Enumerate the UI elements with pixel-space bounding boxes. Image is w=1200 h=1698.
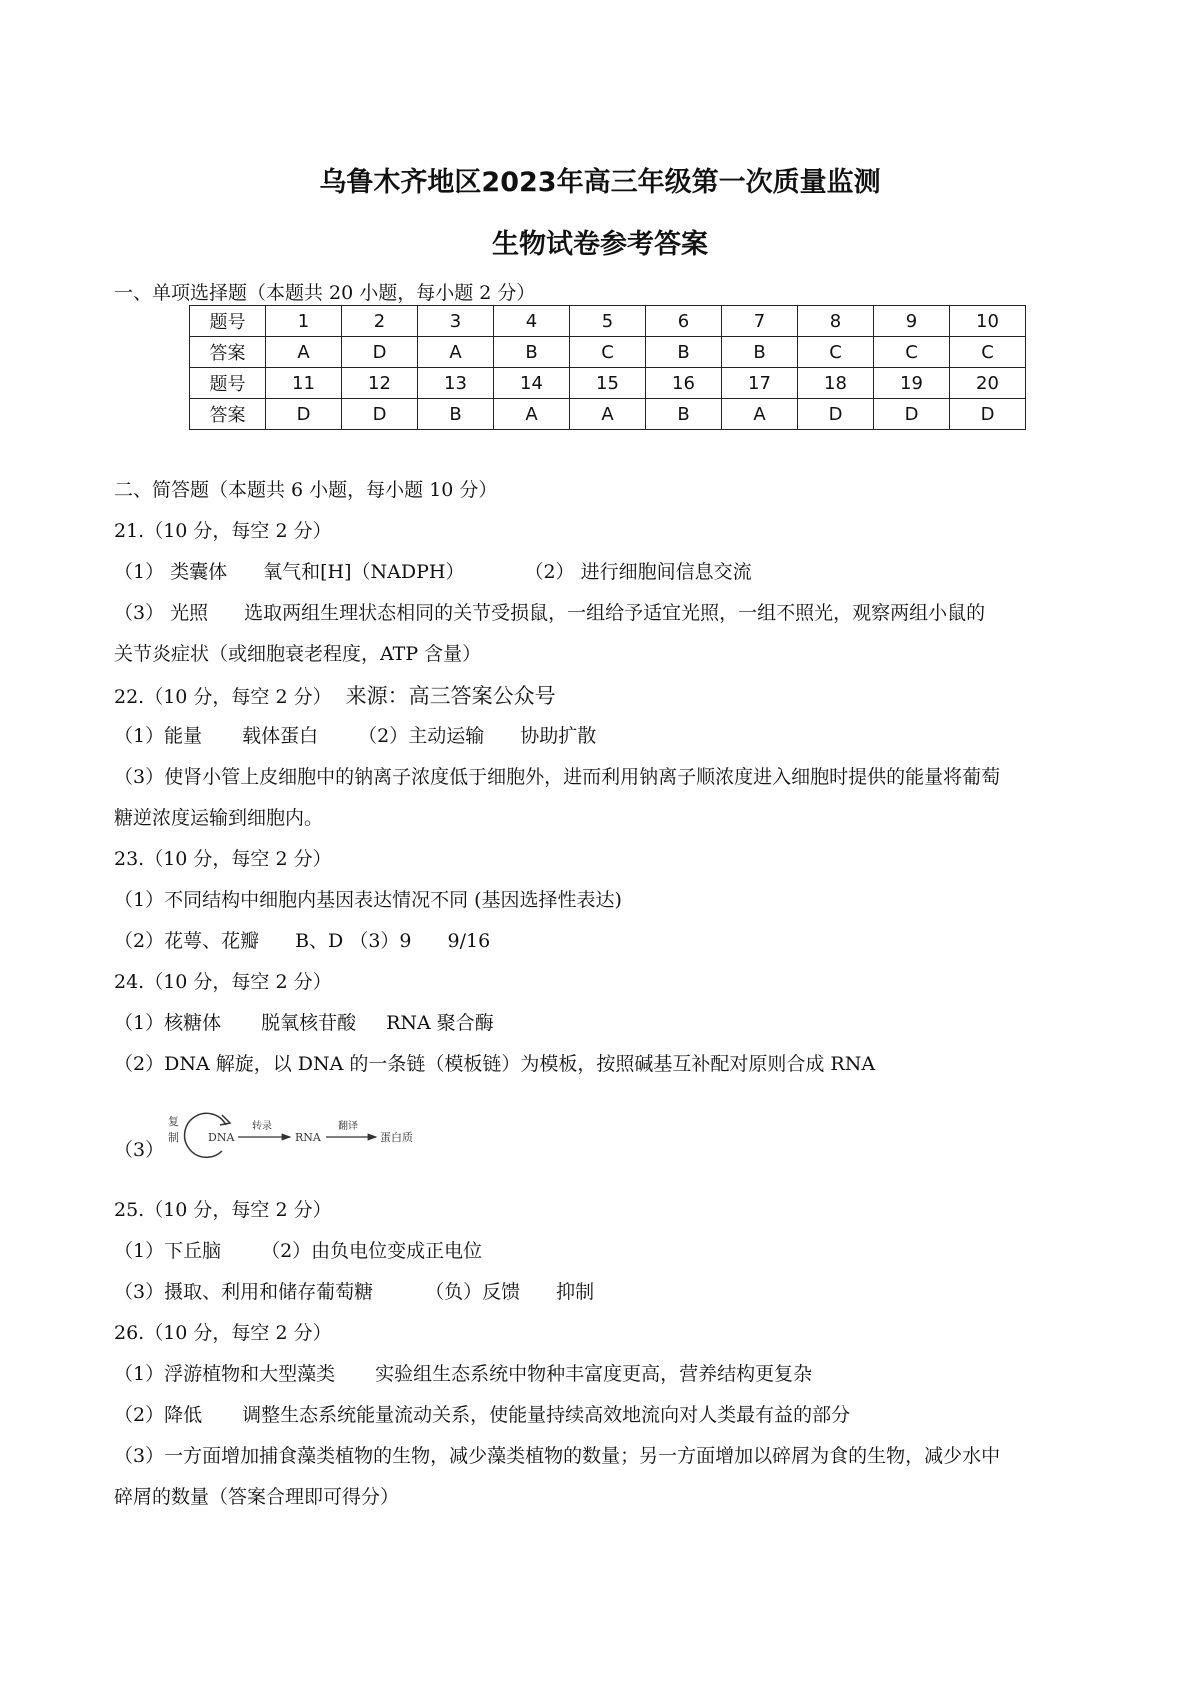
question-heading: 22.（10 分，每空 2 分） xyxy=(114,686,332,708)
table-row xyxy=(190,368,1026,399)
answer-text: 选取两组生理状态相同的关节受损鼠，一组给予适宜光照，一组不照光，观察两组小鼠的 xyxy=(244,602,986,624)
answer-text: （2）降低 xyxy=(114,1404,203,1426)
translation-label: 翻译 xyxy=(338,1121,358,1132)
table-cell: D xyxy=(342,399,418,430)
table-cell: D xyxy=(266,399,342,430)
table-cell: 6 xyxy=(646,306,722,337)
answer-text: B、D （3）9 xyxy=(295,930,412,952)
answer-text: 载体蛋白 xyxy=(242,725,319,747)
table-cell: C xyxy=(874,337,950,368)
section1-heading: 一、单项选择题（本题共 20 小题，每小题 2 分） xyxy=(114,282,536,304)
table-cell: 11 xyxy=(266,368,342,399)
table-cell: D xyxy=(798,399,874,430)
table-cell: 19 xyxy=(874,368,950,399)
central-dogma-diagram xyxy=(114,1105,434,1165)
q26-line1 xyxy=(114,1359,812,1386)
protein-label: 蛋白质 xyxy=(380,1131,413,1144)
answer-text: 协助扩散 xyxy=(520,725,597,747)
q25-line1 xyxy=(114,1236,482,1263)
q24-line3-prefix: （3） xyxy=(114,1139,165,1161)
table-cell: 16 xyxy=(646,368,722,399)
q22-line2: （3）使肾小管上皮细胞中的钠离子浓度低于细胞外，进而利用钠离子顺浓度进入细胞时提供的能量将葡萄 xyxy=(114,766,1001,788)
q23-heading: 23.（10 分，每空 2 分） xyxy=(114,848,332,870)
q26-line2 xyxy=(114,1400,850,1427)
table-cell: 18 xyxy=(798,368,874,399)
q21-line3: 关节炎症状（或细胞衰老程度，ATP 含量） xyxy=(114,643,482,665)
table-cell: C xyxy=(798,337,874,368)
q21-heading: 21.（10 分，每空 2 分） xyxy=(114,520,332,542)
answer-text: （负）反馈 xyxy=(425,1281,521,1303)
table-cell: 10 xyxy=(950,306,1026,337)
answer-text: 9/16 xyxy=(447,930,491,952)
table-cell: 9 xyxy=(874,306,950,337)
answer-text: （2）由负电位变成正电位 xyxy=(261,1240,483,1262)
table-cell: D xyxy=(874,399,950,430)
replicate-label-bottom: 制 xyxy=(168,1131,179,1144)
table-cell: B xyxy=(646,337,722,368)
table-row xyxy=(190,337,1026,368)
q21-line1 xyxy=(114,557,752,584)
table-cell: 3 xyxy=(418,306,494,337)
table-cell: A xyxy=(266,337,342,368)
answer-text: RNA 聚合酶 xyxy=(386,1012,494,1034)
answer-text: 抑制 xyxy=(556,1281,595,1303)
table-row xyxy=(190,399,1026,430)
replicate-label-top: 复 xyxy=(168,1115,179,1128)
section2-heading: 二、简答题（本题共 6 小题，每小题 10 分） xyxy=(114,479,498,501)
table-cell: C xyxy=(570,337,646,368)
table-cell: C xyxy=(950,337,1026,368)
q25-line2 xyxy=(114,1277,594,1304)
answer-text: （2）主动运输 xyxy=(358,725,485,747)
answer-text: （1）下丘脑 xyxy=(114,1240,222,1262)
q24-line2: （2）DNA 解旋，以 DNA 的一条链（模板链）为模板，按照碱基互补配对原则合成 RNA xyxy=(114,1053,876,1075)
table-cell: 13 xyxy=(418,368,494,399)
answer-text: 氧气和[H]（NADPH） xyxy=(263,561,465,583)
table-cell: 12 xyxy=(342,368,418,399)
answer-text: 实验组生态系统中物种丰富度更高，营养结构更复杂 xyxy=(375,1363,813,1385)
table-cell: A xyxy=(570,399,646,430)
table-cell: 17 xyxy=(722,368,798,399)
table-cell: A xyxy=(418,337,494,368)
answer-text: （2） 进行细胞间信息交流 xyxy=(524,561,752,583)
table-cell: D xyxy=(342,337,418,368)
row-label: 题号 xyxy=(190,368,266,399)
answer-text: 脱氧核苷酸 xyxy=(261,1012,357,1034)
table-row xyxy=(190,306,1026,337)
dna-label: DNA xyxy=(208,1131,235,1144)
answer-text: 调整生态系统能量流动关系，使能量持续高效地流向对人类最有益的部分 xyxy=(242,1404,851,1426)
row-label: 答案 xyxy=(190,337,266,368)
q23-line2 xyxy=(114,926,490,953)
q26-heading: 26.（10 分，每空 2 分） xyxy=(114,1322,332,1344)
rna-label: RNA xyxy=(295,1131,321,1144)
answer-text: （2）花萼、花瓣 xyxy=(114,930,260,952)
table-cell: D xyxy=(950,399,1026,430)
q24-heading: 24.（10 分，每空 2 分） xyxy=(114,971,332,993)
answer-text: （1）核糖体 xyxy=(114,1012,222,1034)
q24-line1 xyxy=(114,1008,494,1035)
table-cell: 2 xyxy=(342,306,418,337)
answer-text: （1）浮游植物和大型藻类 xyxy=(114,1363,336,1385)
row-label: 答案 xyxy=(190,399,266,430)
page-subtitle: 生物试卷参考答案 xyxy=(492,229,708,260)
q26-line3: （3）一方面增加捕食藻类植物的生物，减少藻类植物的数量；另一方面增加以碎屑为食的生物，减少水中 xyxy=(114,1445,1001,1467)
table-cell: 8 xyxy=(798,306,874,337)
q22-line3: 糖逆浓度运输到细胞内。 xyxy=(114,807,324,829)
table-cell: 1 xyxy=(266,306,342,337)
q22-line1 xyxy=(114,721,596,748)
table-cell: A xyxy=(722,399,798,430)
row-label: 题号 xyxy=(190,306,266,337)
table-cell: 4 xyxy=(494,306,570,337)
table-cell: B xyxy=(418,399,494,430)
table-cell: A xyxy=(494,399,570,430)
table-cell: B xyxy=(646,399,722,430)
table-cell: 15 xyxy=(570,368,646,399)
q26-line4: 碎屑的数量（答案合理即可得分） xyxy=(114,1486,400,1508)
q22-heading xyxy=(114,680,556,710)
answer-text: （3）摄取、利用和储存葡萄糖 xyxy=(114,1281,374,1303)
transcription-label: 转录 xyxy=(252,1121,272,1132)
table-cell: B xyxy=(494,337,570,368)
q21-line2 xyxy=(114,598,985,625)
table-cell: 20 xyxy=(950,368,1026,399)
q23-line1: （1）不同结构中细胞内基因表达情况不同 (基因选择性表达) xyxy=(114,889,622,911)
table-cell: 7 xyxy=(722,306,798,337)
answer-text: （3） 光照 xyxy=(114,602,209,624)
source-note: 来源：高三答案公众号 xyxy=(345,684,556,708)
page-title: 乌鲁木齐地区2023年高三年级第一次质量监测 xyxy=(319,167,881,198)
answer-table xyxy=(189,305,1026,430)
table-cell: 5 xyxy=(570,306,646,337)
table-cell: B xyxy=(722,337,798,368)
table-cell: 14 xyxy=(494,368,570,399)
answer-text: （1） 类囊体 xyxy=(114,561,228,583)
answer-text: （1）能量 xyxy=(114,725,203,747)
q25-heading: 25.（10 分，每空 2 分） xyxy=(114,1199,332,1221)
